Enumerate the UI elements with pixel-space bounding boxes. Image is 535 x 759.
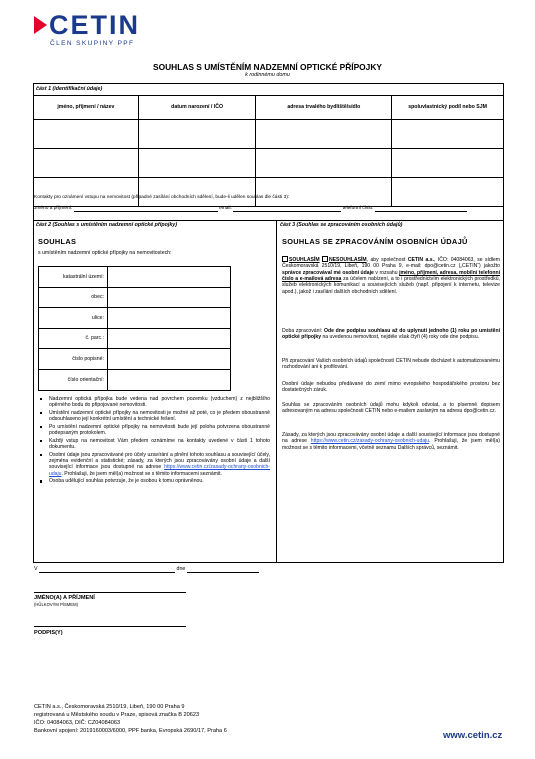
disagree-checkbox[interactable]: [322, 256, 328, 262]
owner-birth-cell[interactable]: [138, 149, 256, 178]
column-header: datum narození / IČO: [138, 96, 256, 120]
column-header: spoluvlastnický podíl nebo SJM: [392, 96, 504, 120]
document-subtitle: k rodinnému domu: [245, 72, 290, 78]
street-field[interactable]: [108, 308, 231, 329]
property-row: [39, 369, 231, 390]
property-row: [39, 267, 231, 288]
contact-phone-field[interactable]: [375, 207, 467, 212]
signature-line[interactable]: [34, 626, 186, 627]
owner-row: [34, 178, 504, 207]
privacy-policy-paragraph: [282, 432, 500, 451]
owner-share-cell[interactable]: [392, 120, 504, 149]
contact-intro: Kontakty pro oznámení vstupu na nemovitost (případné zasílání obchodních sdělení, bude-li udělen souhlas dle části 3):: [34, 195, 290, 200]
municipality-field[interactable]: [108, 287, 231, 308]
date-field[interactable]: [187, 568, 259, 573]
place-prefix: V: [34, 566, 38, 572]
contact-name-field[interactable]: [74, 207, 218, 212]
contact-email-label: email:: [219, 206, 232, 211]
consent-text: v rozsahu: [373, 269, 400, 276]
column-header: jméno, příjmení / název: [34, 96, 139, 120]
orientation-number-field[interactable]: [108, 369, 231, 390]
company-name: CETIN a.s.: [407, 257, 435, 263]
consent-text: , IČO: 04084063, se sídlem Českomoravská 2510/19, Libeň, 190 00 Praha 9, e-mail: dpo@cetin.cz („CETIN“) jakožto: [282, 257, 500, 270]
policy-text: Zásady, za kterých jsou zpracovávány osobní údaje a další související informace jsou dostupné na adrese: [282, 432, 500, 445]
property-label: číslo popisné:: [39, 349, 108, 370]
name-line: [34, 592, 186, 593]
consent-paragraph: [282, 256, 500, 295]
policy-text-end: . Prohlašuji, že jsem měl(a) možnost se s těmito informacemi, včetně seznamu Dalších správců, seznámit.: [282, 438, 500, 451]
list-item: Nadzemní optická přípojka bude vedena nad povrchem pozemku (vzduchem) z nejbližšího opěrného bodu do připojované nemovitosti.: [38, 396, 270, 409]
website-link[interactable]: www.cetin.cz: [443, 730, 503, 741]
owners-header-row: [34, 96, 504, 120]
property-label: ulice:: [39, 308, 108, 329]
owner-name-cell[interactable]: [34, 178, 139, 207]
bullet5-text: Osobní údaje jsou zpracovávané pro účely uzavírání a plnění tohoto souhlasu a související účely, zejména evidenční a statistické; zásady, za kterých jsou zpracovávány osobní údaje a další související informace jsou dostupné na adrese: [49, 451, 270, 471]
contact-line: [34, 206, 467, 212]
contact-name-label: Jméno a příjmení:: [34, 206, 73, 211]
privacy-policy-link[interactable]: https://www.cetin.cz/zasady-ochrany-osobnich-udaju: [49, 464, 270, 477]
owner-share-cell[interactable]: [392, 149, 504, 178]
list-item: Osoba udělující souhlas potvrzuje, že je osobou k tomu oprávněnou.: [38, 478, 270, 484]
part2-title: SOUHLAS: [38, 237, 77, 246]
bullet5-text-end: . Prohlašuji, že jsem měl(a) možnost se s těmito informacemi seznámit.: [61, 470, 222, 477]
list-item: Umístění nadzemní optické přípojky na nemovitosti je možné až poté, co je předem oboustranně odsouhlaseno její konkrétní umístění a technické řešení.: [38, 410, 270, 423]
agree-label: SOUHLASÍM: [289, 257, 320, 263]
list-item: Po umístění nadzemní optické přípojky na nemovitosti bude její poloha potvrzena oboustranně podepsaným protokolem.: [38, 424, 270, 437]
column-divider: [276, 220, 277, 563]
owner-row: [34, 149, 504, 178]
part2-heading: část 2 (Souhlas s umístěním nadzemní optické přípojky): [36, 222, 177, 228]
data-scope-text: jméno, příjmení, adresa, mobilní telefonní číslo a e-mailová adresa: [282, 269, 500, 283]
property-label: číslo orientační:: [39, 369, 108, 390]
part3-title: SOUHLAS SE ZPRACOVÁNÍM OSOBNÍCH ÚDAJŮ: [282, 237, 468, 246]
period-text-end: na uvedenou nemovitost, nejdéle však čtyři (4) roky ode dne podpisu.: [321, 334, 480, 341]
place-field[interactable]: [39, 568, 175, 573]
automated-processing-paragraph: Při zpracování Vašich osobních údajů společností CETIN nebude docházet k automatizovanému rozhodování ani k profilování.: [282, 358, 500, 371]
property-label: č. parc.:: [39, 328, 108, 349]
owners-table: [33, 95, 504, 207]
list-item: Každý vstup na nemovitost Vám předem oznámíme na kontakty uvedené v části 1 tohoto dokumentu.: [38, 438, 270, 451]
part3-heading: část 3 (Souhlas se zpracováním osobních údajů): [280, 222, 403, 228]
logo-tagline: ČLEN SKUPINY PPF: [50, 40, 135, 47]
parcel-number-field[interactable]: [108, 328, 231, 349]
section-divider: [33, 220, 504, 221]
disagree-label: NESOUHLASÍM: [328, 257, 367, 263]
logo-wordmark: CETIN: [49, 10, 140, 40]
cadastral-area-field[interactable]: [108, 267, 231, 288]
name-label: JMÉNO(A) A PŘÍJMENÍ: [34, 595, 95, 601]
owner-address-cell[interactable]: [256, 149, 392, 178]
owner-birth-cell[interactable]: [138, 178, 256, 207]
logo-triangle-icon: [34, 16, 47, 34]
footer-line: CETIN a.s., Českomoravská 2510/19, Libeň, 190 00 Praha 9: [34, 704, 185, 710]
contact-phone-label: telefonní číslo:: [342, 206, 374, 211]
date-label: dne: [176, 566, 186, 572]
footer-line: registrovaná u Městského soudu v Praze, spisová značka B 20623: [34, 712, 200, 718]
column-header: adresa trvalého bydliště/sídlo: [256, 96, 392, 120]
privacy-policy-link[interactable]: https://www.cetin.cz/zasady-ochrany-osobnich-udaju: [310, 438, 430, 445]
footer-line: IČO: 04084063, DIČ: CZ04084063: [34, 720, 121, 726]
part2-intro: s umístěním nadzemní optické přípojky na nemovitostech:: [38, 250, 172, 256]
processing-period-paragraph: [282, 328, 500, 341]
owner-share-cell[interactable]: [392, 178, 504, 207]
property-label: katastrální území:: [39, 267, 108, 288]
house-number-field[interactable]: [108, 349, 231, 370]
contact-email-field[interactable]: [233, 207, 341, 212]
agree-checkbox[interactable]: [282, 256, 288, 262]
owner-birth-cell[interactable]: [138, 120, 256, 149]
list-item: [38, 452, 270, 477]
controller-text: správce zpracovával mé osobní údaje: [282, 269, 374, 276]
property-row: [39, 308, 231, 329]
name-hint: (HŮLKOVÝM PÍSMEM): [34, 602, 78, 607]
property-row: [39, 328, 231, 349]
property-row: [39, 349, 231, 370]
owner-address-cell[interactable]: [256, 120, 392, 149]
part1-heading: část 1 (identifikační údaje): [36, 86, 103, 92]
property-label: obec:: [39, 287, 108, 308]
consent-text: za účelem nabízení, a to i prostřednictvím elektronických prostředků, služeb elektronických komunikací a souvisejících služeb (např. připojení k internetu, televize apod.), jakož i zasílání dalších obchodních sdělení.: [282, 276, 500, 295]
consent-text: , aby společnost: [366, 257, 408, 263]
signature-label: PODPIS(Y): [34, 630, 63, 636]
owner-name-cell[interactable]: [34, 149, 139, 178]
owner-row: [34, 120, 504, 149]
period-label: Doba zpracování:: [282, 328, 325, 334]
consent-conditions-list: [38, 396, 270, 486]
data-transfer-paragraph: Osobní údaje nebudou předávané do zemí mimo evropského hospodářského prostoru bez dostatečných záruk.: [282, 381, 500, 394]
document-title: SOUHLAS S UMÍSTĚNÍM NADZEMNÍ OPTICKÉ PŘÍPOJKY: [153, 62, 382, 72]
signature-place-line: [34, 566, 259, 573]
footer-line: Bankovní spojení: 2019160003/6000, PPF banka, Evropská 2690/17, Praha 6: [34, 728, 227, 734]
owner-address-cell[interactable]: [256, 178, 392, 207]
cetin-logo: [34, 10, 140, 40]
withdrawal-paragraph: Souhlas se zpracováním osobních údajů mohu kdykoli odvolat, a to písemně dopisem adresovaným na adresu společnosti CETIN nebo e-mailem zaslaným na adresu dpo@cetin.cz.: [282, 402, 500, 415]
period-text: Ode dne podpisu souhlasu až do uplynutí jednoho (1) roku po umístění optické přípojky: [282, 328, 501, 341]
property-row: [39, 287, 231, 308]
owner-name-cell[interactable]: [34, 120, 139, 149]
property-table: [38, 266, 231, 391]
